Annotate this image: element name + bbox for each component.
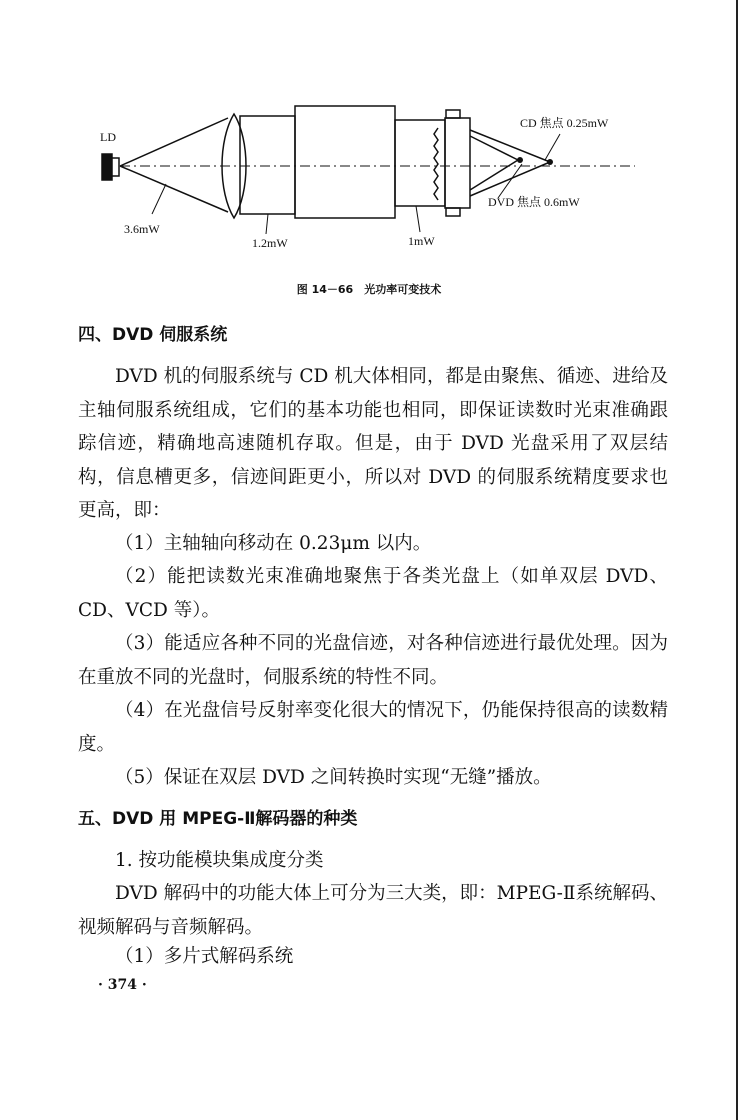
servo-item-3: （3）能适应各种不同的光盘信迹，对各种信迹进行最优处理。因为在重放不同的光盘时，伺服系统的特性不同。 — [78, 633, 668, 688]
beam-lower-1 — [120, 166, 228, 212]
optic-section-1 — [240, 116, 295, 214]
section-4-heading: 四、DVD 伺服系统 — [78, 325, 228, 345]
p3-leader-line — [416, 206, 420, 232]
dvd-focus-point — [517, 157, 523, 163]
servo-item-2: （2）能把读数光束准确地聚焦于各类光盘上（如单双层 DVD、CD、VCD 等）。 — [78, 566, 668, 621]
spring-icon — [434, 128, 438, 200]
section-4-intro: DVD 机的伺服系统与 CD 机大体相同，都是由聚焦、循迹、进给及主轴伺服系统组成，它们的基本功能也相同，即保证读数时光束准确跟踪信迹，精确地高速随机存取。但是，由于 DVD 光盘采用了双层结构，信息槽更多，信迹间距更小，所以对 DVD 的伺服系统精度要求也更高，即： — [78, 366, 668, 521]
dvd-leader-line — [498, 164, 522, 198]
objective-clip-bottom — [446, 208, 460, 216]
section-5-heading: 五、DVD 用 MPEG-Ⅱ解码器的种类 — [78, 809, 358, 829]
ld-label: LD — [100, 130, 116, 144]
servo-item-4: （4）在光盘信号反射率变化很大的情况下，仍能保持很高的读数精度。 — [78, 700, 668, 755]
servo-item-1: （1）主轴轴向移动在 0.23μm 以内。 — [115, 533, 432, 554]
p2-leader-line — [266, 214, 268, 234]
power-1-2mw-label: 1.2mW — [252, 236, 288, 250]
section-5-paragraph: DVD 解码中的功能大体上可分为三大类，即：MPEG-Ⅱ系统解码、视频解码与音频解码。 — [78, 883, 668, 938]
beam-upper-1 — [120, 118, 228, 166]
cd-focus-point — [547, 159, 553, 165]
beam-cd-upper — [470, 130, 550, 162]
objective-clip-top — [446, 110, 460, 118]
servo-item-5: （5）保证在双层 DVD 之间转换时实现“无缝”播放。 — [115, 767, 552, 788]
cd-focus-label: CD 焦点 0.25mW — [520, 116, 609, 130]
ld-emitter-icon — [102, 154, 112, 180]
power-1mw-label: 1mW — [408, 234, 435, 248]
page-number: · 374 · — [98, 977, 147, 993]
optical-power-diagram — [90, 100, 650, 260]
objective-housing — [445, 118, 470, 208]
figure-caption: 图 14－66 光功率可变技术 — [296, 283, 442, 296]
beam-cd-lower — [470, 162, 550, 196]
power-3-6mw-label: 3.6mW — [124, 222, 160, 236]
p1-leader-line — [152, 184, 166, 214]
section-5-subheading: 1. 按功能模块集成度分类 — [115, 850, 324, 871]
section-5-item-1: （1）多片式解码系统 — [115, 946, 294, 967]
optic-section-2 — [295, 106, 395, 218]
ld-head-icon — [112, 158, 119, 176]
cd-leader-line — [545, 134, 560, 160]
dvd-focus-label: DVD 焦点 0.6mW — [488, 195, 580, 209]
